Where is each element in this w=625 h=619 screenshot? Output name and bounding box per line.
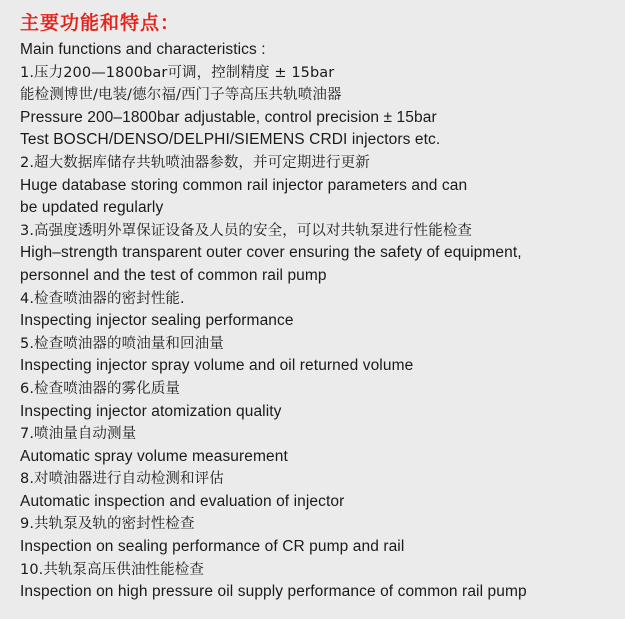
intro-heading: Main functions and characteristics : bbox=[20, 41, 266, 58]
feature-7-en: Automatic spray volume measurement bbox=[20, 447, 288, 465]
feature-8-en: Automatic inspection and evaluation of injector bbox=[20, 492, 345, 510]
feature-2-en-line-1: Huge database storing common rail injector parameters and can bbox=[20, 176, 468, 194]
feature-6-en: Inspecting injector atomization quality bbox=[20, 402, 282, 420]
feature-6-zh: 6.检查喷油器的雾化质量 bbox=[20, 380, 181, 397]
feature-9-en: Inspection on sealing performance of CR pump and rail bbox=[20, 538, 405, 556]
feature-7-zh: 7.喷油量自动测量 bbox=[20, 426, 137, 443]
feature-1-en-line-1: Pressure 200–1800bar adjustable, control precision ± 15bar bbox=[20, 108, 437, 126]
feature-4-zh: 4.检查喷油器的密封性能. bbox=[20, 290, 185, 307]
feature-5-en: Inspecting injector spray volume and oil returned volume bbox=[20, 357, 414, 375]
feature-3-en-line-2: personnel and the test of common rail pump bbox=[20, 266, 327, 284]
feature-8-zh: 8.对喷油器进行自动检测和评估 bbox=[20, 471, 224, 488]
feature-2-zh: 2.超大数据库储存共轨喷油器参数，并可定期进行更新 bbox=[20, 154, 370, 171]
page-title: 主要功能和特点： bbox=[20, 12, 181, 34]
feature-1-zh-line-2: 能检测博世/电装/德尔福/西门子等高压共轨喷油器 bbox=[20, 87, 342, 104]
feature-3-en-line-1: High–strength transparent outer cover ensuring the safety of equipment, bbox=[20, 244, 522, 262]
feature-2-en-line-2: be updated regularly bbox=[20, 199, 164, 217]
feature-10-zh: 10.共轨泵高压供油性能检查 bbox=[20, 561, 204, 578]
feature-10-en: Inspection on high pressure oil supply performance of common rail pump bbox=[20, 583, 527, 601]
feature-9-zh: 9.共轨泵及轨的密封性检查 bbox=[20, 516, 195, 533]
feature-1-en-line-2: Test BOSCH/DENSO/DELPHI/SIEMENS CRDI injectors etc. bbox=[20, 131, 441, 149]
feature-4-en: Inspecting injector sealing performance bbox=[20, 312, 294, 330]
feature-3-zh: 3.高强度透明外罩保证设备及人员的安全，可以对共轨泵进行性能检查 bbox=[20, 222, 473, 239]
feature-1-zh-line-1: 1.压力200—1800bar可调，控制精度 ± 15bar bbox=[20, 64, 335, 81]
feature-5-zh: 5.检查喷油器的喷油量和回油量 bbox=[20, 335, 224, 352]
